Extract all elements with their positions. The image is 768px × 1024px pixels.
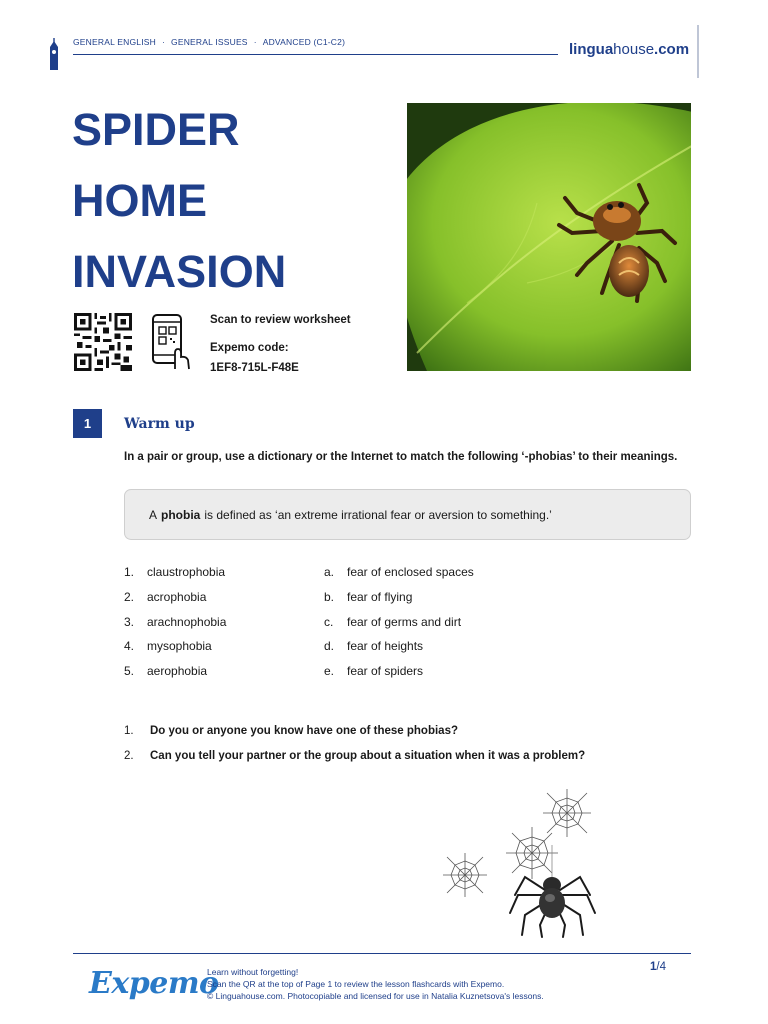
list-marker: a. [324,565,335,579]
breadcrumb-item[interactable]: GENERAL ENGLISH [73,37,156,47]
qr-code[interactable] [73,313,133,371]
question-text: Can you tell your partner or the group about a situation when it was a problem? [150,749,586,762]
section-instruction: In a pair or group, use a dictionary or the Internet to match the following ‘-phobias’ to their meanings. [124,451,678,463]
list-marker: 1. [124,725,134,737]
phobia-term: arachnophobia [147,614,227,629]
page-title-line: HOME [72,175,207,226]
page-total: /4 [656,961,666,973]
phobia-term: mysophobia [147,639,212,654]
list-marker: e. [324,664,335,679]
phobia-meaning: fear of heights [347,639,424,654]
discussion-questions [124,723,585,772]
phobia-meaning: fear of spiders [347,664,424,679]
list-marker: 2. [124,749,134,762]
list-item [124,663,226,688]
page-title-line: SPIDER [72,104,240,155]
phobia-meaning: fear of germs and dirt [347,614,462,629]
list-marker: 5. [124,664,135,679]
brand-divider [697,25,699,78]
scan-prompt: Scan to review worksheet [210,314,351,326]
scan-info [210,313,351,375]
list-item [124,614,226,639]
big-ben-icon [48,38,60,70]
list-marker: 2. [124,589,135,604]
phobia-term: aerophobia [147,664,208,679]
list-item [324,589,474,614]
list-item [124,589,226,614]
breadcrumb-separator: · [253,37,257,47]
meaning-list [324,564,474,688]
list-item [124,638,226,663]
definition-box [124,489,691,540]
list-item [324,638,474,663]
brand-logo-light: house [613,41,655,58]
phobia-term: claustrophobia [147,565,226,579]
page-title [72,94,402,307]
phone-scan-icon [151,313,191,371]
list-marker: c. [324,614,334,629]
list-marker: b. [324,589,335,604]
page-number [650,961,666,973]
list-marker: d. [324,639,335,654]
section-title: Warm up [124,416,195,432]
phobia-meaning: fear of enclosed spaces [347,565,474,579]
expemo-logo[interactable]: Expemo [89,966,219,1001]
breadcrumb-item[interactable]: ADVANCED (C1-C2) [262,37,346,47]
breadcrumb [73,37,345,47]
definition-term: phobia [161,507,201,522]
breadcrumb-separator: · [162,37,166,47]
expemo-code: 1EF8-715L-F48E [210,362,299,374]
list-marker: 3. [124,614,135,629]
list-item [324,614,474,639]
list-item [124,748,585,773]
hero-spider-photo [407,103,691,371]
definition-text-before: A [149,507,158,522]
question-text: Do you or anyone you know have one of these phobias? [150,725,458,737]
breadcrumb-item[interactable]: GENERAL ISSUES [171,37,248,47]
spider-web-illustration [430,785,630,940]
footer-line: © Linguahouse.com. Photocopiable and licensed for use in Natalia Kuznetsova's lessons. [207,991,544,1001]
page-title-line: INVASION [72,246,287,297]
footer-notice [207,966,544,1002]
phobia-meaning: fear of flying [347,589,413,604]
brand-logo[interactable] [569,41,689,58]
brand-logo-bold: lingua [569,41,614,58]
footer-line: Learn without forgetting! [207,967,299,977]
phobia-list [124,564,226,688]
phobia-term: acrophobia [147,589,207,604]
list-item [324,564,474,589]
expemo-code-label: Expemo code: [210,342,289,354]
footer-divider [73,953,691,954]
list-item [124,564,226,589]
list-marker: 1. [124,565,135,579]
page-current: 1 [650,961,657,973]
list-item [124,723,585,748]
section-number-badge: 1 [73,409,102,438]
list-marker: 4. [124,639,135,654]
footer-line: Scan the QR at the top of Page 1 to review the lesson flashcards with Expemo. [207,979,505,989]
definition-text-after: is defined as ‘an extreme irrational fear or aversion to something.’ [204,507,552,522]
brand-logo-tld: .com [654,41,690,58]
header-divider [73,54,558,55]
list-item [324,663,474,688]
